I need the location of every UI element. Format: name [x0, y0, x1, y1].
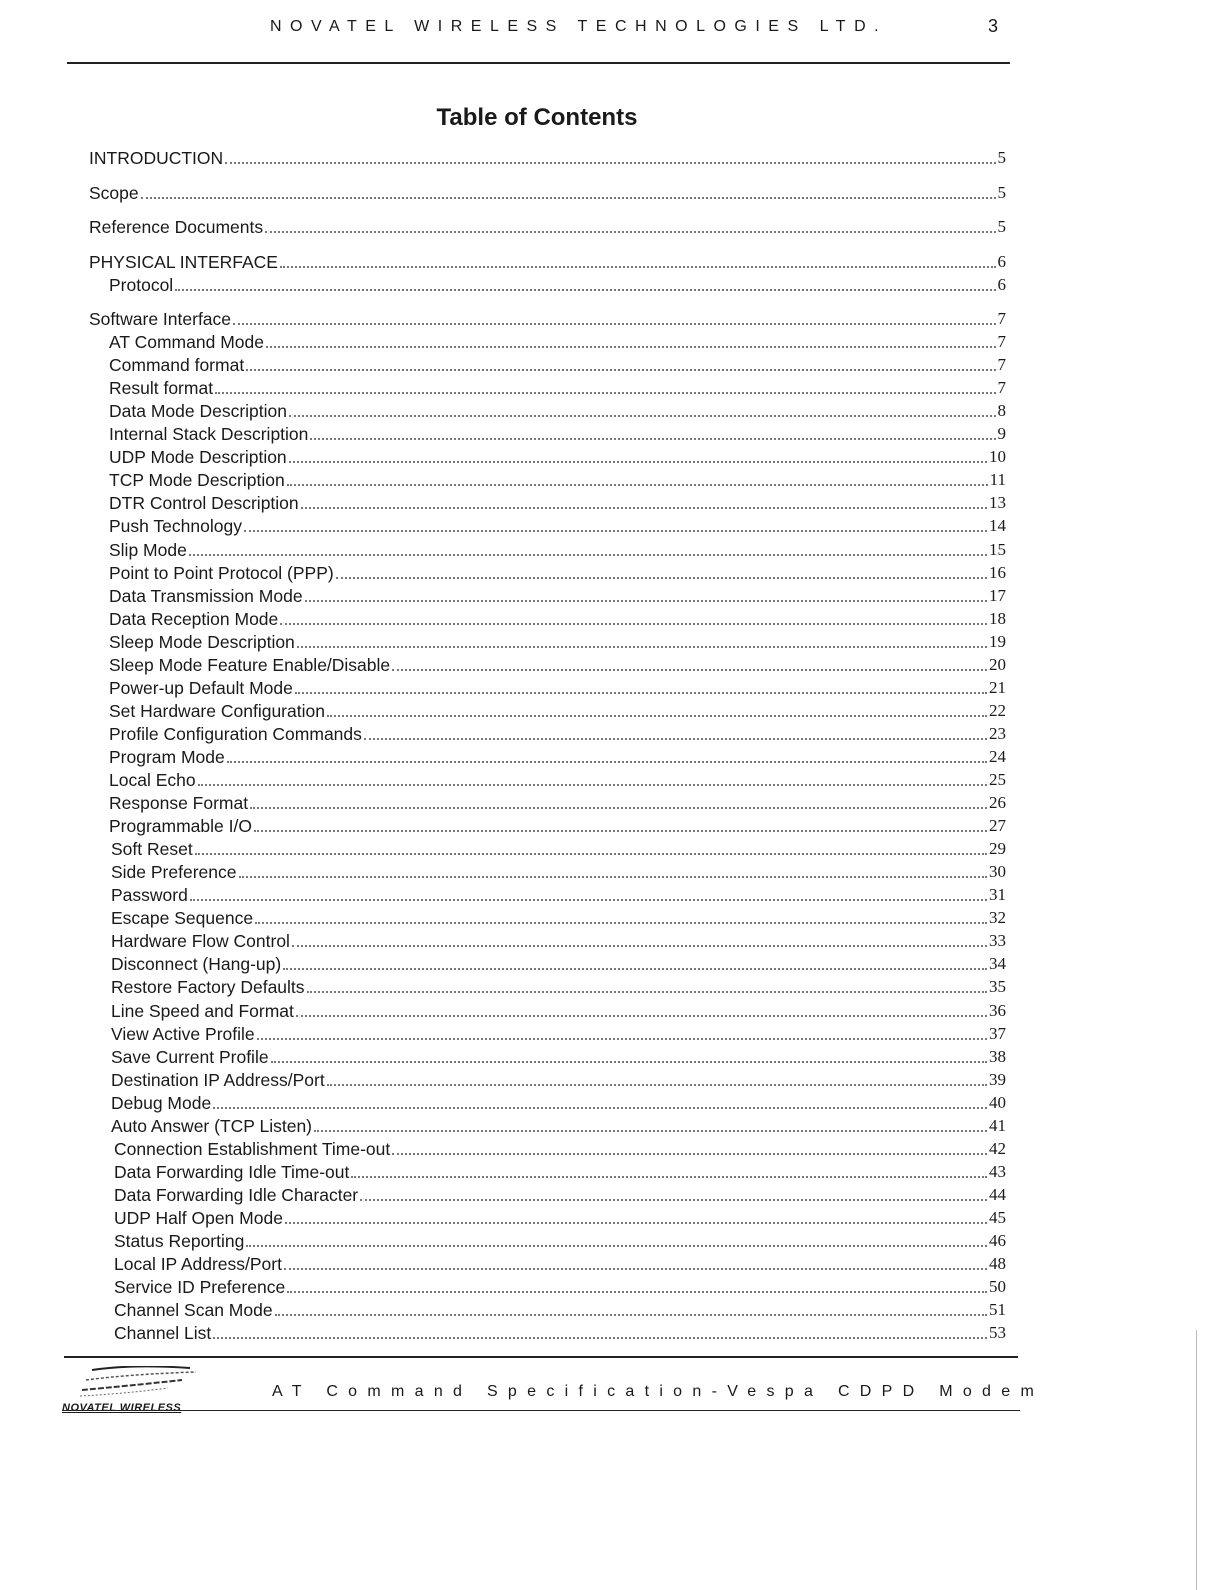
toc-entry-page: 44: [989, 1184, 1006, 1204]
toc-entry: [111, 883, 1006, 905]
toc-entry-page: 29: [989, 839, 1006, 859]
toc-entry-page: 53: [989, 1323, 1006, 1343]
toc-entry-page: 7: [997, 355, 1006, 375]
toc-entry: [114, 1298, 1006, 1320]
toc-entry-title: Data Forwarding Idle Time-out: [114, 1161, 350, 1182]
toc-dot-leader: [284, 1268, 987, 1270]
toc-dot-leader: [295, 692, 987, 694]
toc-entry: [109, 538, 1006, 560]
toc-entry: [109, 791, 1006, 813]
toc-entry-page: 5: [997, 217, 1006, 236]
toc-entry: [109, 607, 1006, 629]
toc-dot-leader: [289, 415, 996, 417]
toc-dot-leader: [292, 945, 987, 947]
toc-entry: [109, 514, 1006, 536]
toc-entry-page: 48: [989, 1254, 1006, 1274]
toc-entry-title: Soft Reset: [111, 839, 193, 860]
toc-dot-leader: [296, 1015, 987, 1017]
toc-entry: [109, 422, 1006, 444]
toc-entry: [111, 952, 1006, 974]
toc-entry-title: Service ID Preference: [114, 1277, 286, 1298]
toc-entry: [111, 1045, 1006, 1067]
toc-entry-page: 35: [989, 977, 1006, 997]
toc-dot-leader: [250, 807, 987, 809]
toc-entry-title: Data Reception Mode: [109, 608, 279, 629]
toc-entry-title: Data Forwarding Idle Character: [114, 1184, 359, 1205]
toc-dot-leader: [351, 1176, 987, 1178]
toc-dot-leader: [360, 1199, 987, 1201]
toc-entry: [111, 906, 1006, 928]
toc-entry-title: Escape Sequence: [111, 908, 254, 929]
toc-entry-page: 7: [997, 332, 1006, 352]
toc-entry-title: UDP Mode Description: [109, 447, 287, 468]
toc-entry-page: 15: [989, 539, 1006, 559]
toc-entry-title: Power-up Default Mode: [109, 677, 293, 698]
toc-entry-title: Status Reporting: [114, 1231, 245, 1251]
toc-entry-title: Channel List: [114, 1323, 212, 1344]
toc-dot-leader: [244, 530, 987, 532]
toc-entry: [111, 975, 1006, 997]
toc-entry-title: Connection Establishment Time-out: [114, 1138, 391, 1159]
toc-entry-title: Protocol: [109, 275, 174, 295]
toc-entry-page: 24: [989, 746, 1006, 766]
footer-rule-top: [64, 1356, 1018, 1358]
toc-dot-leader: [266, 346, 996, 348]
toc-entry-title: AT Command Mode: [109, 332, 264, 353]
toc-entry-page: 20: [989, 654, 1006, 674]
toc-entry-title: Command format: [109, 355, 245, 376]
toc-entry: [89, 181, 1006, 203]
toc-entry-title: Profile Configuration Commands: [109, 723, 362, 744]
toc-entry: [114, 1160, 1006, 1182]
toc-entry-page: 31: [989, 885, 1006, 905]
toc-entry: [109, 699, 1006, 721]
toc-entry: [114, 1229, 1006, 1251]
toc-dot-leader: [314, 1130, 987, 1132]
toc-entry: [114, 1183, 1006, 1205]
toc-entry-page: 30: [989, 862, 1006, 882]
toc-entry: [114, 1275, 1006, 1297]
toc-entry-page: 19: [989, 631, 1006, 651]
toc-entry-title: Program Mode: [109, 746, 225, 767]
toc-entry-title: Push Technology: [109, 516, 242, 537]
toc-dot-leader: [213, 1337, 987, 1339]
toc-entry-title: Data Mode Description: [109, 401, 287, 422]
toc-entry-page: 38: [989, 1046, 1006, 1066]
toc-entry-page: 14: [989, 516, 1006, 536]
toc-entry-title: Destination IP Address/Port: [111, 1069, 325, 1090]
toc-dot-leader: [265, 231, 995, 233]
footer-rule-bottom: [62, 1410, 1020, 1411]
toc-dot-leader: [392, 1153, 987, 1155]
toc-entry-page: 46: [989, 1231, 1006, 1250]
toc-dot-leader: [175, 289, 995, 291]
toc-entry-page: 6: [997, 275, 1006, 294]
running-header-title: NOVATEL WIRELESS TECHNOLOGIES LTD.: [270, 18, 888, 35]
toc-entry: [109, 330, 1006, 352]
toc-dot-leader: [310, 438, 995, 440]
toc-entry: [109, 353, 1006, 375]
toc-entry: [109, 273, 1006, 295]
toc-entry-page: 34: [989, 954, 1006, 974]
toc-entry: [109, 814, 1006, 836]
toc-entry: [109, 584, 1006, 606]
toc-entry-title: Password: [111, 885, 188, 906]
toc-entry-page: 5: [997, 183, 1006, 202]
toc-entry-page: 9: [997, 424, 1006, 444]
toc-entry-title: Point to Point Protocol (PPP): [109, 562, 334, 583]
toc-entry: [89, 215, 1006, 237]
toc-entry-title: PHYSICAL INTERFACE: [89, 252, 278, 272]
toc-dot-leader: [275, 1314, 987, 1316]
toc-entry-title: View Active Profile: [111, 1023, 255, 1044]
toc-dot-leader: [198, 784, 987, 786]
toc-dot-leader: [227, 761, 987, 763]
toc-entry: [109, 722, 1006, 744]
toc-dot-leader: [225, 162, 995, 164]
toc-dot-leader: [280, 623, 987, 625]
toc-entry-title: DTR Control Description: [109, 493, 299, 514]
toc-entry: [109, 630, 1006, 652]
toc-entry-page: 11: [989, 470, 1006, 490]
toc-entry-page: 13: [989, 493, 1006, 513]
footer-document-title: AT Command Specification-Vespa CDPD Modem: [272, 1383, 1045, 1400]
logo-swoosh-icon: [72, 1366, 202, 1400]
toc-dot-leader: [336, 577, 987, 579]
toc-entry-page: 43: [989, 1161, 1006, 1181]
scan-edge-line: [1196, 1330, 1197, 1590]
toc-entry-title: Save Current Profile: [111, 1046, 269, 1067]
toc-entry-title: Hardware Flow Control: [111, 931, 290, 952]
toc-entry: [109, 676, 1006, 698]
toc-entry: [111, 1114, 1006, 1136]
toc-entry-title: Restore Factory Defaults: [111, 977, 305, 998]
toc-entry: [111, 860, 1006, 882]
toc-entry-page: 40: [989, 1092, 1006, 1112]
toc-entry-page: 18: [989, 608, 1006, 628]
toc-dot-leader: [233, 323, 995, 325]
toc-dot-leader: [239, 876, 988, 878]
toc-entry-page: 36: [989, 1000, 1006, 1020]
toc-entry: [109, 745, 1006, 767]
toc-dot-leader: [283, 968, 987, 970]
toc-entry-title: Response Format: [109, 793, 249, 814]
toc-dot-leader: [257, 1038, 987, 1040]
toc-entry-page: 21: [989, 677, 1006, 697]
toc-dot-leader: [297, 646, 987, 648]
toc-entry: [111, 837, 1006, 859]
page-number: 3: [988, 16, 999, 36]
toc-entry: [89, 250, 1006, 272]
toc-entry-page: 16: [989, 562, 1006, 582]
toc-dot-leader: [213, 1107, 987, 1109]
toc-entry-title: Internal Stack Description: [109, 424, 309, 445]
toc-entry: [114, 1206, 1006, 1228]
toc-entry: [109, 491, 1006, 513]
toc-dot-leader: [307, 991, 987, 993]
toc-entry-page: 10: [989, 447, 1006, 467]
toc-dot-leader: [280, 266, 996, 268]
toc-entry-title: Disconnect (Hang-up): [111, 954, 282, 975]
toc-entry-page: 7: [997, 309, 1006, 328]
toc-entry-page: 17: [989, 585, 1006, 605]
toc-heading: Table of Contents: [436, 104, 638, 131]
toc-entry-page: 27: [989, 816, 1006, 836]
toc-entry-title: Debug Mode: [111, 1092, 212, 1113]
toc-entry: [111, 1022, 1006, 1044]
toc-entry-title: Reference Documents: [89, 217, 264, 237]
toc-entry: [114, 1252, 1006, 1274]
toc-entry: [109, 768, 1006, 790]
toc-entry: [114, 1137, 1006, 1159]
toc-entry: [109, 468, 1006, 490]
toc-entry: [109, 376, 1006, 398]
toc-entry-title: Slip Mode: [109, 539, 187, 560]
toc-dot-leader: [289, 461, 987, 463]
toc-dot-leader: [364, 738, 987, 740]
toc-dot-leader: [327, 715, 987, 717]
toc-entry-title: Channel Scan Mode: [114, 1300, 273, 1321]
toc-dot-leader: [246, 1245, 987, 1247]
toc-dot-leader: [190, 899, 987, 901]
toc-entry-title: Sleep Mode Description: [109, 631, 295, 652]
toc-entry-title: Programmable I/O: [109, 816, 252, 837]
toc-entry-page: 32: [989, 908, 1006, 928]
toc-entry-title: INTRODUCTION: [89, 148, 224, 168]
toc-entry-page: 5: [997, 148, 1006, 167]
toc-entry-page: 26: [989, 793, 1006, 813]
toc-entry: [109, 445, 1006, 467]
toc-entry-page: 8: [997, 401, 1006, 421]
toc-entry-title: Scope: [89, 183, 139, 203]
toc-entry-page: 37: [989, 1023, 1006, 1043]
toc-entry: [89, 146, 1006, 168]
toc-entry-title: Auto Answer (TCP Listen): [111, 1115, 313, 1136]
toc-entry-title: Set Hardware Configuration: [109, 700, 325, 721]
toc-entry-page: 50: [989, 1277, 1006, 1297]
toc-entry-page: 45: [989, 1207, 1006, 1227]
toc-entry-page: 7: [997, 378, 1006, 398]
toc-entry-page: 39: [989, 1069, 1006, 1089]
toc-entry-page: 51: [989, 1300, 1006, 1320]
toc-entry: [111, 929, 1006, 951]
toc-entry-page: 25: [989, 770, 1006, 789]
toc-dot-leader: [189, 554, 987, 556]
toc-dot-leader: [327, 1084, 987, 1086]
toc-dot-leader: [254, 830, 987, 832]
toc-dot-leader: [255, 922, 987, 924]
logo-text: NOVATEL WIRELESS: [62, 1402, 182, 1414]
toc-dot-leader: [271, 1061, 987, 1063]
toc-dot-leader: [215, 392, 995, 394]
toc-entry-page: 41: [989, 1115, 1006, 1135]
toc-entry: [89, 307, 1006, 329]
toc-entry-title: Sleep Mode Feature Enable/Disable: [109, 654, 391, 675]
toc-entry: [111, 999, 1006, 1021]
toc-dot-leader: [287, 484, 988, 486]
toc-entry-page: 22: [989, 700, 1006, 720]
toc-entry-title: Side Preference: [111, 862, 237, 883]
toc-dot-leader: [285, 1222, 987, 1224]
toc-dot-leader: [287, 1291, 987, 1293]
toc-dot-leader: [246, 369, 995, 371]
toc-dot-leader: [141, 197, 996, 199]
toc-entry: [111, 1068, 1006, 1090]
toc-entry-title: Local IP Address/Port: [114, 1254, 282, 1275]
toc-entry-title: UDP Half Open Mode: [114, 1207, 283, 1228]
toc-dot-leader: [392, 669, 987, 671]
toc-dot-leader: [305, 600, 987, 602]
toc-entry-title: Data Transmission Mode: [109, 585, 303, 606]
toc-entry-title: Line Speed and Format: [111, 1000, 294, 1021]
toc-entry: [114, 1321, 1006, 1343]
toc-entry-title: Result format: [109, 378, 214, 399]
toc-entry-page: 23: [989, 723, 1006, 743]
toc-entry: [109, 561, 1006, 583]
toc-entry-title: TCP Mode Description: [109, 470, 285, 491]
toc-entry-page: 42: [989, 1138, 1006, 1158]
toc-entry: [111, 1091, 1006, 1113]
toc-entry-title: Software Interface: [89, 309, 232, 329]
toc-entry: [109, 399, 1006, 421]
toc-entry-title: Local Echo: [109, 770, 196, 790]
toc-entry-page: 33: [989, 931, 1006, 951]
toc-dot-leader: [301, 507, 987, 509]
toc-entry-page: 6: [997, 252, 1006, 271]
toc-dot-leader: [195, 853, 987, 855]
toc-entry: [109, 653, 1006, 675]
